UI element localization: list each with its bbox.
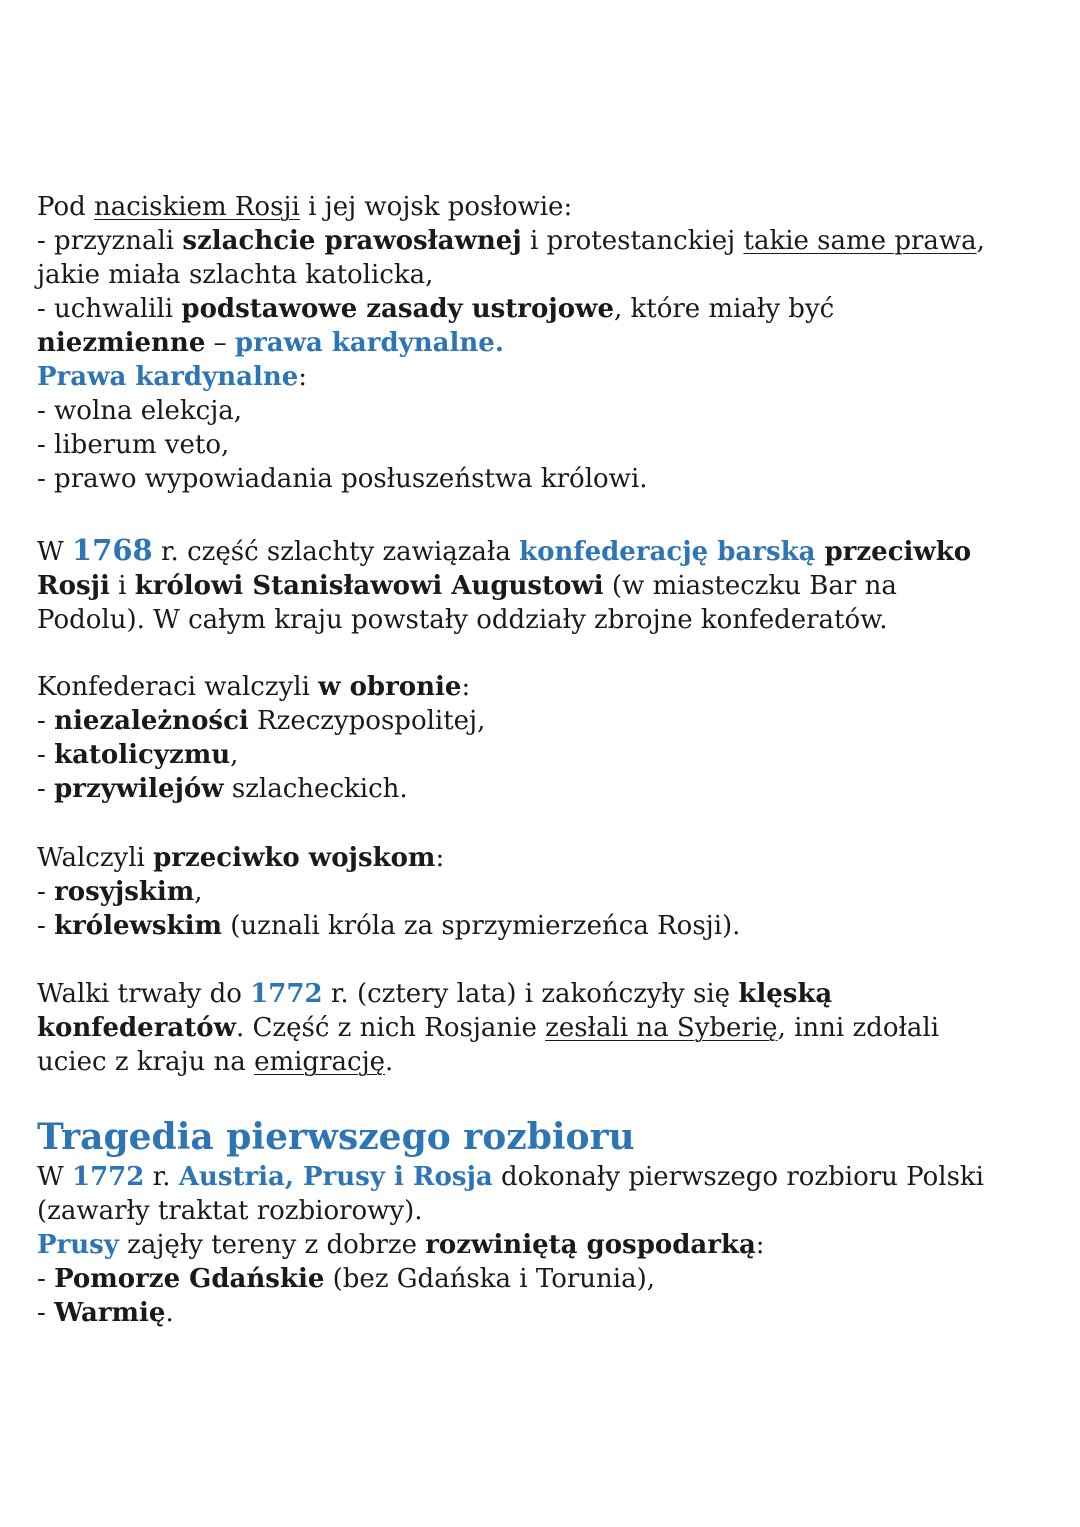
text-line: W 1772 r. Austria, Prusy i Rosja dokonały pierwszego rozbioru Polski <box>37 1162 984 1192</box>
list-item: - niezależności Rzeczypospolitej, <box>37 706 486 736</box>
paragraph-w-obronie <box>37 670 1047 806</box>
text-line: - przyznali szlachcie prawosławnej i protestanckiej takie same prawa, <box>37 226 985 256</box>
list-item: - królewskim (uznali króla za sprzymierzeńca Rosji). <box>37 911 741 941</box>
text-line: Prawa kardynalne: <box>37 362 308 392</box>
paragraph-sejm-repninowski <box>37 190 1047 496</box>
text-line: Prusy zajęły tereny z dobrze rozwiniętą gospodarką: <box>37 1230 765 1260</box>
list-item: - prawo wypowiadania posłuszeństwa królowi. <box>37 464 648 494</box>
section-heading: Tragedia pierwszego rozbioru <box>37 1116 635 1158</box>
list-item: - wolna elekcja, <box>37 396 243 426</box>
text-line: uciec z kraju na emigrację. <box>37 1047 394 1077</box>
text-line: Pod naciskiem Rosji i jej wojsk posłowie: <box>37 192 573 222</box>
text-line: jakie miała szlachta katolicka, <box>37 260 434 290</box>
list-item: - przywilejów szlacheckich. <box>37 774 408 804</box>
text-line: konfederatów. Część z nich Rosjanie zesłali na Syberię, inni zdołali <box>37 1013 940 1043</box>
text-line: Walki trwały do 1772 r. (cztery lata) i zakończyły się klęską <box>37 979 833 1009</box>
text-line: Rosji i królowi Stanisławowi Augustowi (w miasteczku Bar na <box>37 571 897 601</box>
text-line: Podolu). W całym kraju powstały oddziały zbrojne konfederatów. <box>37 605 888 635</box>
paragraph-przeciwko-wojskom <box>37 841 1047 943</box>
list-item: - rosyjskim, <box>37 877 203 907</box>
list-item: - Warmię. <box>37 1298 174 1328</box>
text-line: W 1768 r. część szlachty zawiązała konfederację barską przeciwko <box>37 533 972 567</box>
paragraph-kleska-konfederatow <box>37 977 1047 1079</box>
list-item: - Pomorze Gdańskie (bez Gdańska i Torunia), <box>37 1264 655 1294</box>
text-line: Walczyli przeciwko wojskom: <box>37 843 445 873</box>
text-line: Konfederaci walczyli w obronie: <box>37 672 471 702</box>
text-line: - uchwalili podstawowe zasady ustrojowe, które miały być <box>37 294 835 324</box>
paragraph-konfederacja-barska <box>37 533 1047 637</box>
list-item: - katolicyzmu, <box>37 740 239 770</box>
text-line: (zawarły traktat rozbiorowy). <box>37 1196 423 1226</box>
paragraph-pierwszy-rozbior <box>37 1160 1047 1330</box>
text-line: niezmienne – prawa kardynalne. <box>37 328 504 358</box>
list-item: - liberum veto, <box>37 430 230 460</box>
